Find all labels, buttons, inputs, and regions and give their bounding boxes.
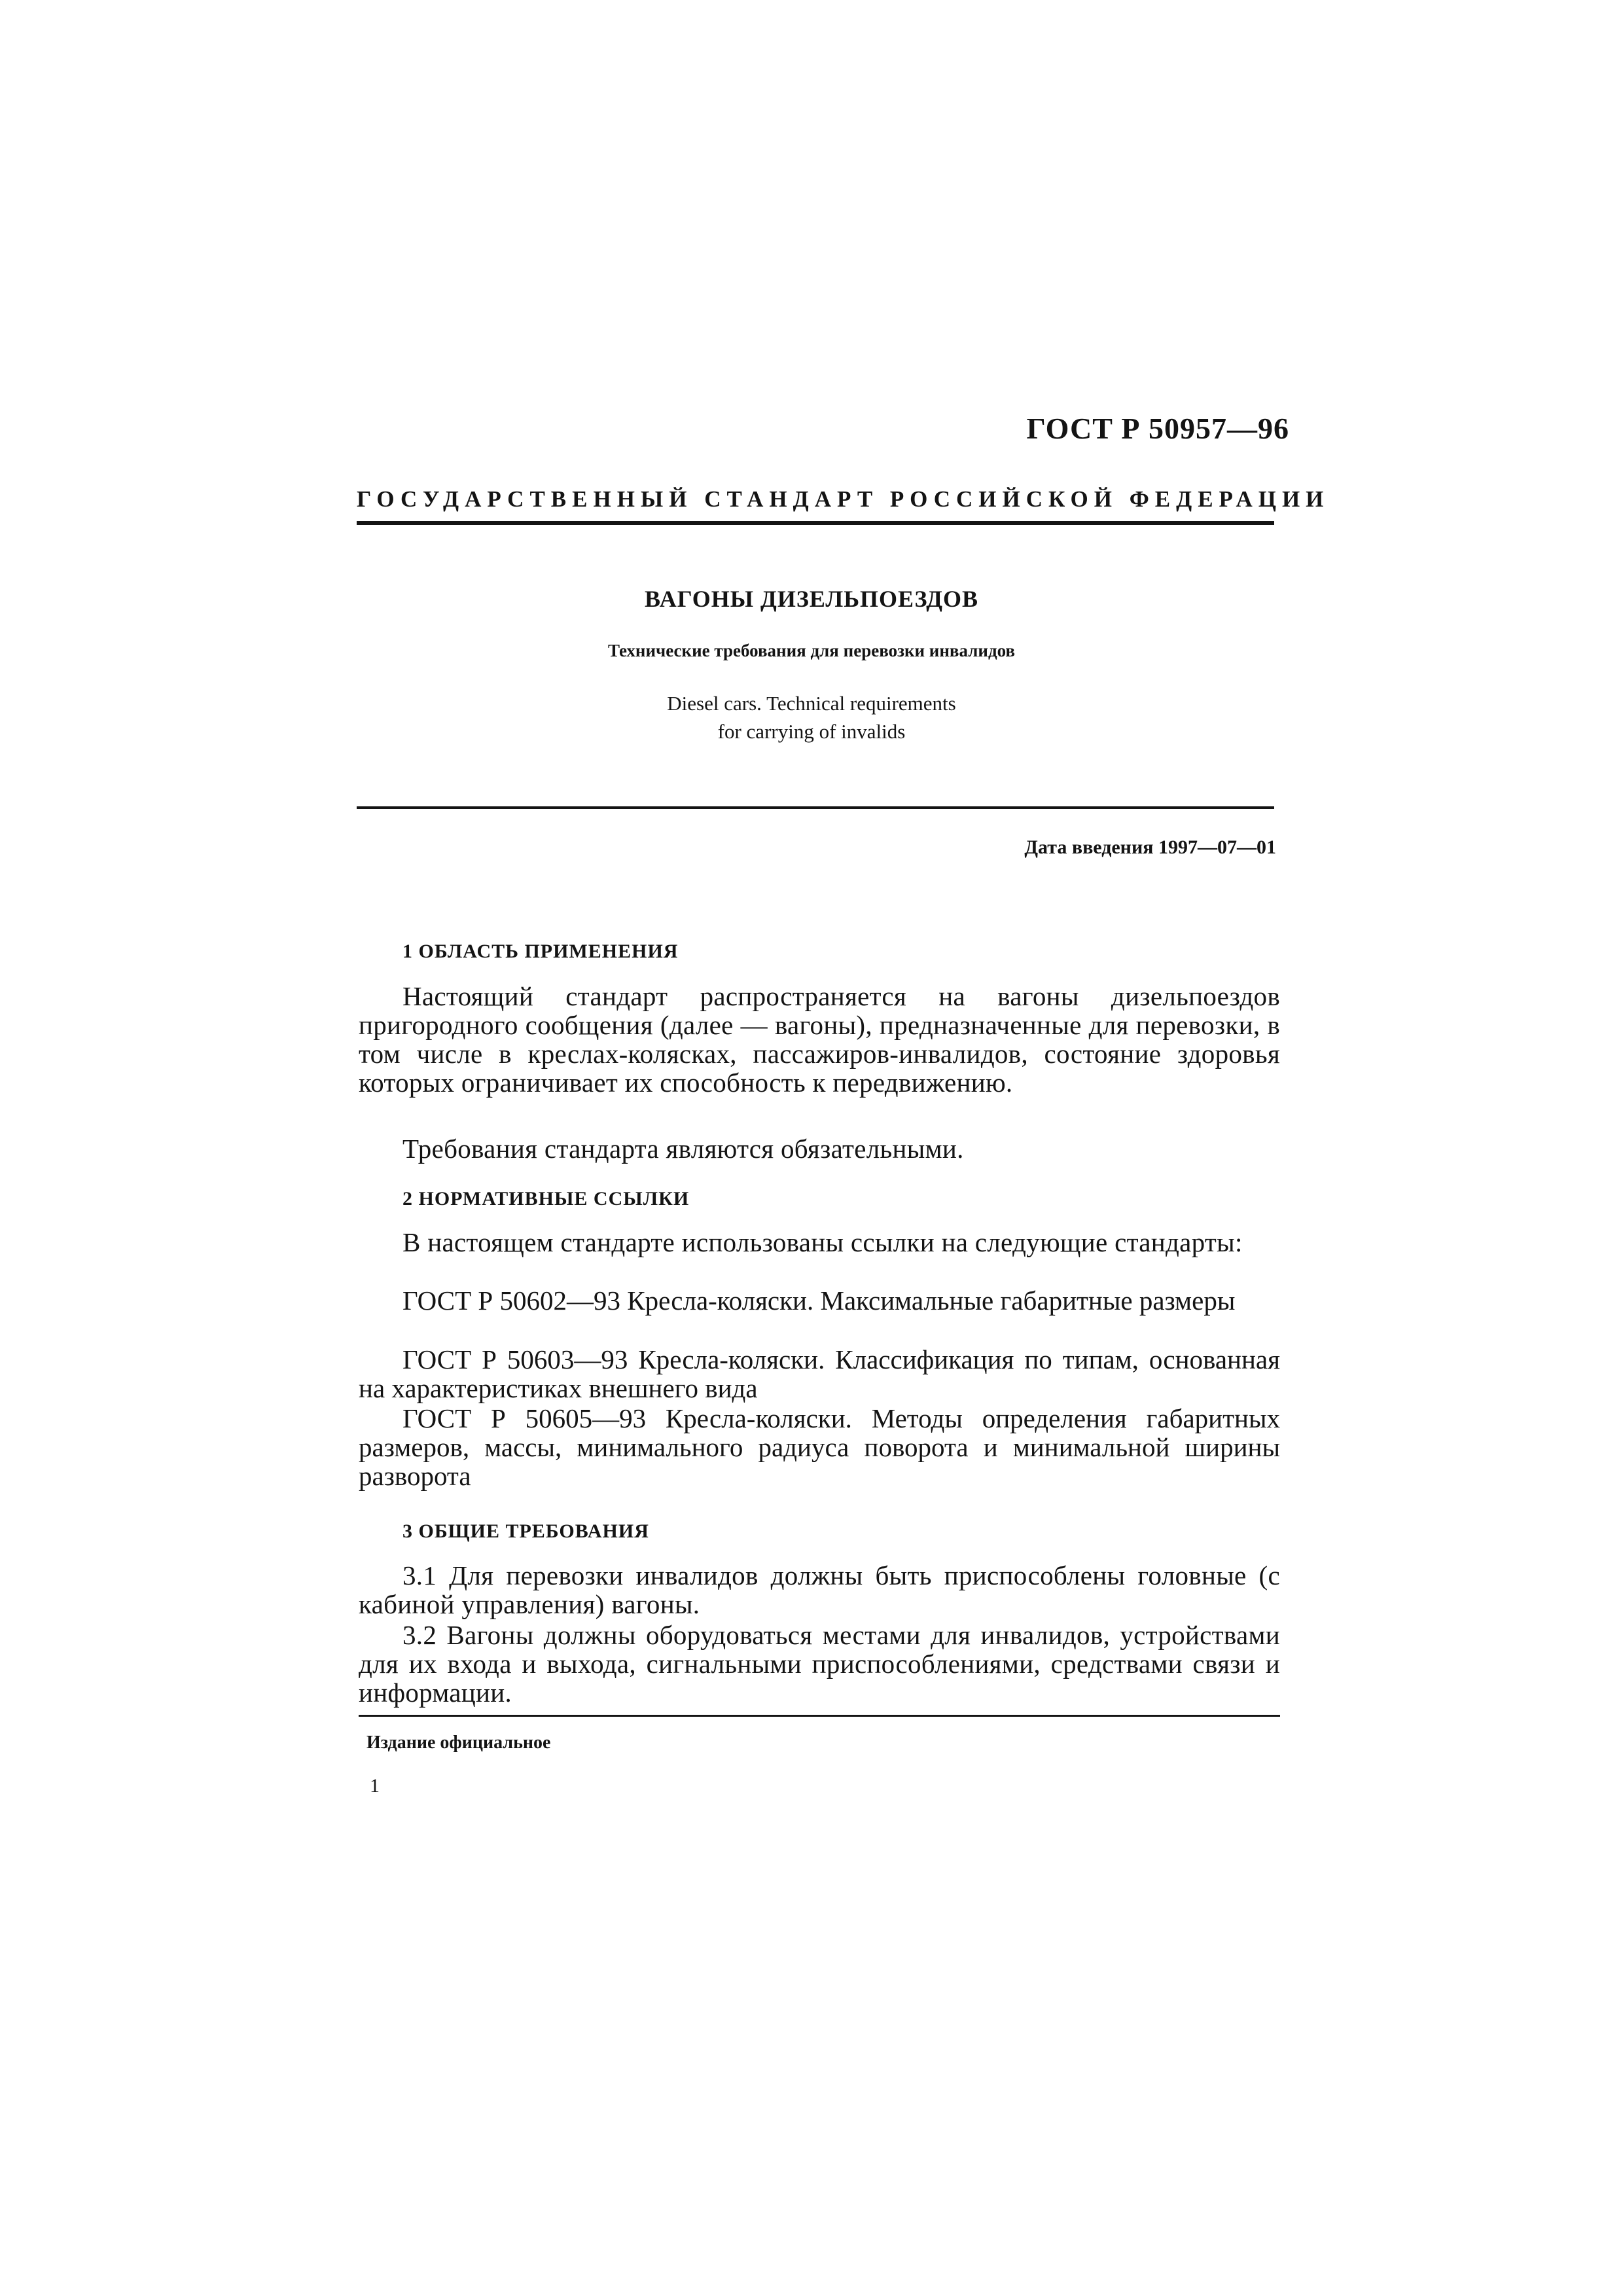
edition-label: Издание официальное [366,1732,551,1753]
reference-item: ГОСТ Р 50602—93 Кресла-коляски. Максимальные габаритные размеры [402,1285,1236,1316]
english-title-line-2: for carrying of invalids [717,720,906,743]
document-number: ГОСТ Р 50957—96 [1026,412,1289,445]
footer-rule [359,1715,1280,1717]
section-3-heading: 3 ОБЩИЕ ТРЕБОВАНИЯ [402,1520,649,1542]
document-title: ВАГОНЫ ДИЗЕЛЬПОЕЗДОВ [644,586,979,612]
introduction-date: Дата введения 1997—07—01 [1024,836,1276,858]
section-3-paragraph-1: 3.1 Для перевозки инвалидов должны быть приспособлены головные (с кабиной управления) вагоны. [359,1560,1280,1619]
document-subtitle: Технические требования для перевозки инвалидов [607,641,1016,660]
title-rule [357,806,1274,809]
section-1-heading: 1 ОБЛАСТЬ ПРИМЕНЕНИЯ [402,941,679,962]
english-title-line-1: Diesel cars. Technical requirements [667,692,956,715]
header-rule [357,521,1274,525]
section-2-paragraph-1: В настоящем стандарте использованы ссылки на следующие стандарты: [402,1227,1243,1257]
section-1-paragraph-2: Требования стандарта являются обязательными. [402,1134,964,1164]
reference-item: ГОСТ Р 50605—93 Кресла-коляски. Методы определения габаритных размеров, массы, минимального радиуса поворота и минимальной ширины разворота [359,1403,1280,1491]
section-2-heading: 2 НОРМАТИВНЫЕ ССЫЛКИ [402,1188,690,1210]
section-3-paragraph-2: 3.2 Вагоны должны оборудоваться местами для инвалидов, устройствами для их входа и выхода, сигнальными приспособлениями, средствами связи и информации. [359,1620,1280,1708]
organization-line: ГОСУДАРСТВЕННЫЙ СТАНДАРТ РОССИЙСКОЙ ФЕДЕРАЦИИ [357,486,1330,512]
section-1-paragraph-1: Настоящий стандарт распространяется на вагоны дизельпоездов пригородного сообщения (далее — вагоны), предназначенные для перевозки, в том числе в креслах-колясках, пассажиров-инвалидов, состояние здоровья которых ограничивает их способность к передвижению. [359,981,1280,1098]
reference-item: ГОСТ Р 50603—93 Кресла-коляски. Классификация по типам, основанная на характеристиках внешнего вида [359,1344,1280,1403]
page-number: 1 [370,1775,380,1797]
